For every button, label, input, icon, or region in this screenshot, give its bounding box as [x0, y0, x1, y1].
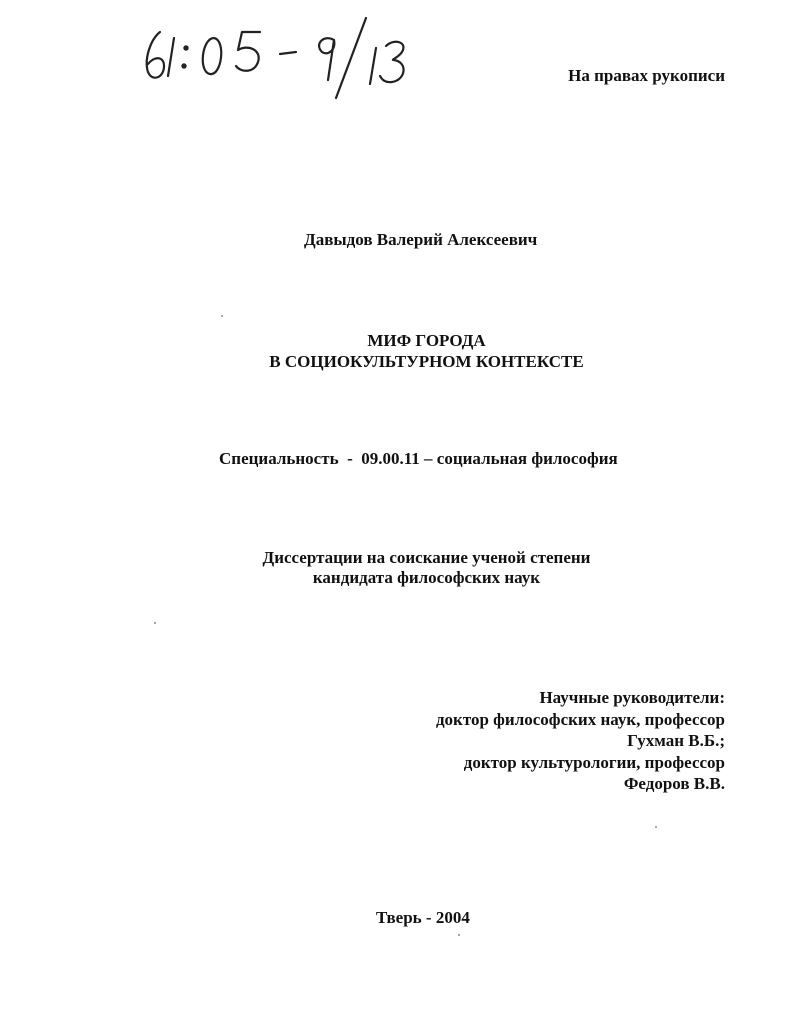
- dissertation-title: [0, 330, 799, 372]
- rights-note: На правах рукописи: [568, 66, 725, 85]
- supervisors-heading: Научные руководители:: [539, 688, 725, 707]
- specialty: Специальность - 09.00.11 – социальная философия: [219, 449, 618, 468]
- scan-speck: [458, 934, 460, 936]
- place-year: Тверь - 2004: [376, 908, 470, 927]
- supervisor-2-name: Федоров В.В.: [623, 774, 725, 793]
- degree-line-2: кандидата философских наук: [312, 568, 541, 587]
- scan-speck: [655, 826, 657, 828]
- supervisor-1-degree: доктор философских наук, профессор: [435, 709, 725, 729]
- supervisor-2-degree: доктор культурологии, профессор: [463, 752, 725, 772]
- title-line-1: МИФ ГОРОДА: [367, 331, 486, 350]
- degree-line-1: Диссертации на соискание ученой степени: [262, 548, 591, 567]
- scan-speck: [221, 315, 223, 317]
- author-name: Давыдов Валерий Алексеевич: [304, 230, 538, 249]
- handwritten-archive-number: [130, 10, 430, 100]
- supervisors-block: [436, 687, 725, 795]
- scan-speck: [154, 622, 156, 624]
- title-line-2: В СОЦИОКУЛЬТУРНОМ КОНТЕКСТЕ: [269, 352, 584, 371]
- degree-statement: [0, 548, 799, 588]
- supervisor-1-name: Гухман В.Б.;: [627, 731, 725, 750]
